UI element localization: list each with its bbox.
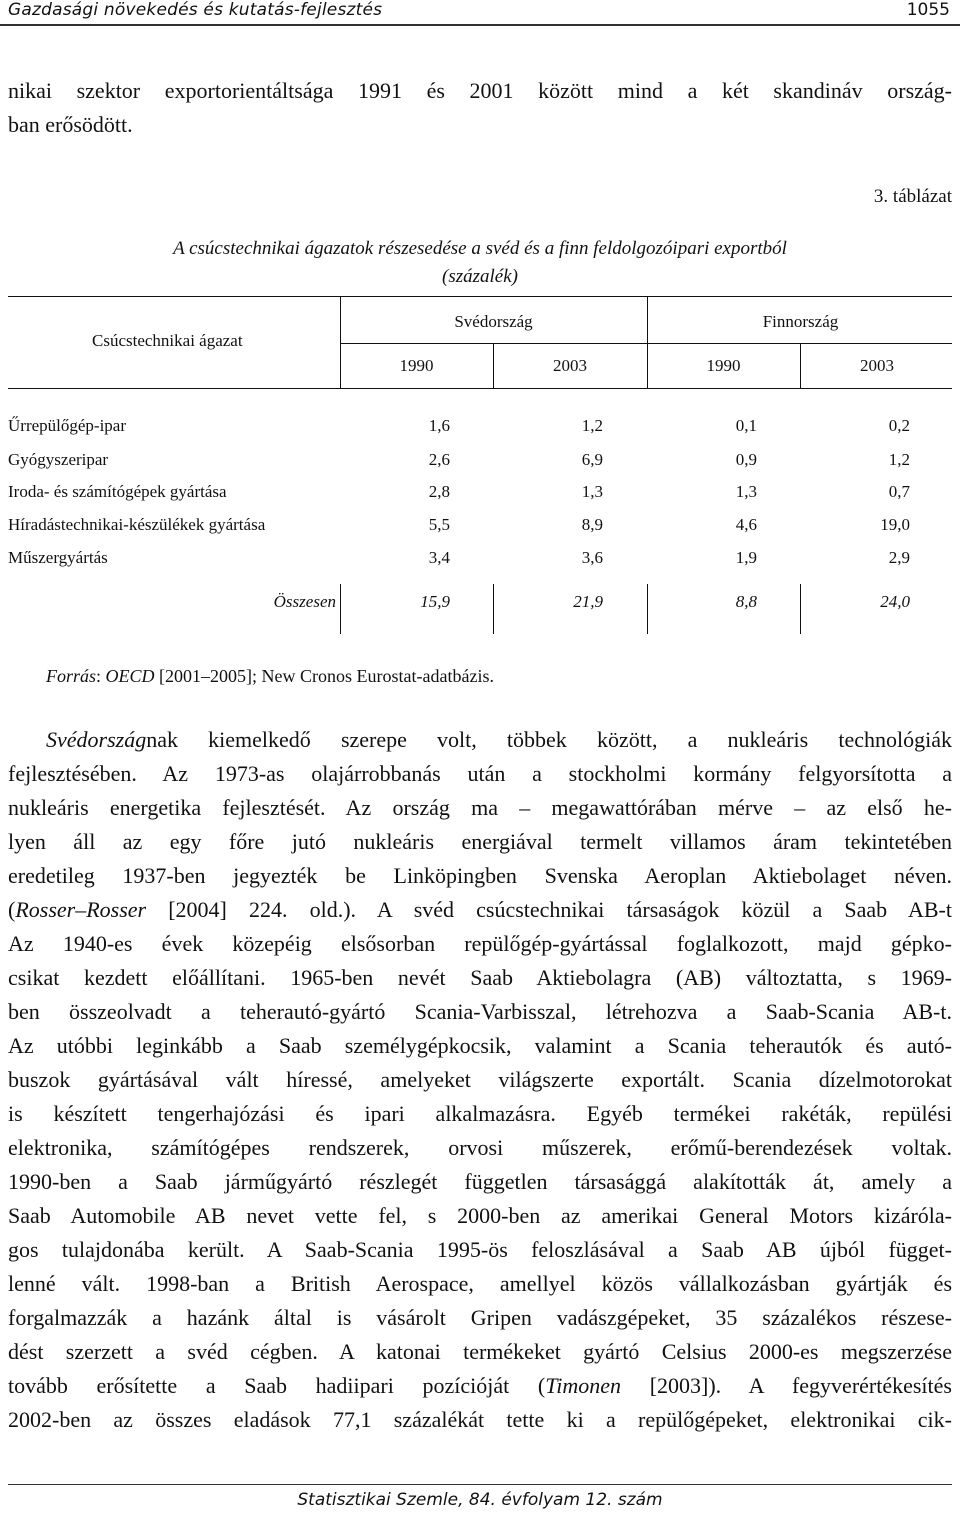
cell-value: 5,5 [428,515,450,534]
table-header-year: 1990 [706,356,741,375]
cell-value: 1,3 [735,482,757,501]
table-col-divider [340,584,341,634]
body-line: lenné vált. 1998-ban a British Aerospace, amellyel közös vállalkozásban gyártják és [8,1271,952,1296]
body-line [8,893,952,927]
body-line: forgalmazzák a hazánk által is vásárolt Gripen vadászgépeket, 35 százalékos részese- [8,1305,952,1330]
cell-value: 1,2 [581,416,603,435]
footer-rule [8,1484,952,1485]
body-italic: Rosser–Rosser [15,897,147,922]
table-header-mid-rule [340,343,952,344]
row-label: Műszergyártás [8,548,108,567]
source-label: Forrás [46,666,97,686]
total-value: 21,9 [573,592,603,611]
running-footer: Statisztikai Szemle, 84. évfolyam 12. szám [297,1490,663,1510]
body-line: gos tulajdonába került. A Saab-Scania 1995-ös feloszlásával a Saab AB újból függet- [8,1237,952,1262]
table-header-year: 2003 [860,356,894,375]
body-text: [2004] 224. old.). A svéd csúcstechnikai társaságok közül a Saab AB-t [146,897,952,922]
cell-value: 0,1 [735,416,757,435]
source-text: [2001–2005]; New Cronos Eurostat-adatbázis. [154,666,494,686]
total-value: 8,8 [735,592,757,611]
cell-value: 1,6 [428,416,450,435]
body-line: Saab Automobile AB nevet vette fel, s 2000-ben az amerikai General Motors kizáróla- [8,1203,952,1228]
body-text: nak kiemelkedő szerepe volt, többek között, a nukleáris technológiák [146,727,952,752]
body-line [8,1369,952,1403]
source-oecd: OECD [105,666,155,686]
cell-value: 6,9 [581,450,603,469]
cell-value: 3,4 [428,548,450,567]
row-label: Gyógyszeripar [8,450,109,469]
total-value: 15,9 [420,592,450,611]
table-title: A csúcstechnikai ágazatok részesedése a svéd és a finn feldolgozóipari exportból [173,238,787,259]
table-col-divider [647,584,648,634]
cell-value: 2,9 [888,548,910,567]
body-text: tovább erősítette a Saab hadiipari pozícióját ( [8,1373,546,1398]
table-header-year: 2003 [553,356,587,375]
cell-value: 2,8 [428,482,450,501]
running-header [0,0,960,26]
row-label: Híradástechnikai-készülékek gyártása [8,515,266,534]
cell-value: 4,6 [735,515,757,534]
table-header-sector: Csúcstechnikai ágazat [92,331,243,350]
body-line: 2002-ben az összes eladások 77,1 százalékát tette ki a repülőgépeket, elektronikai cik- [8,1407,952,1432]
running-header-title: Gazdasági növekedés és kutatás-fejlesztés [8,0,383,20]
cell-value: 19,0 [880,515,910,534]
cell-value: 0,9 [735,450,757,469]
row-label: Űrrepülőgép-ipar [8,416,127,435]
body-line: eredetileg 1937-ben jegyezték be Linköpingben Svenska Aeroplan Aktiebolaget néven. [8,863,952,888]
cell-value: 0,7 [888,482,910,501]
body-line: lyen áll az egy főre jutó nukleáris energiával termelt villamos áram tekintetében [8,829,952,854]
body-line: Az 1940-es évek közepéig elsősorban repülőgép-gyártással foglalkozott, majd gépko- [8,931,952,956]
table-header-year: 1990 [399,356,434,375]
table-top-rule [8,296,952,297]
body-line: nukleáris energetika fejlesztését. Az ország ma – megawattórában mérve – az első he- [8,795,952,820]
cell-value: 1,9 [735,548,757,567]
body-line [8,723,952,757]
page-number: 1055 [906,0,950,20]
body-italic: Timonen [545,1373,622,1398]
table-header-finland: Finnország [762,312,839,331]
body-paragraph [8,723,952,1437]
row-label: Iroda- és számítógépek gyártása [8,482,227,501]
body-line: fejlesztésében. Az 1973-as olajárrobbanás után a stockholmi kormány felgyorsította a [8,761,952,786]
body-line: ben összeolvadt a teherautó-gyártó Scania-Varbisszal, létrehozva a Saab-Scania AB-t. [8,999,952,1024]
cell-value: 1,3 [581,482,603,501]
body-italic: Svédország [46,727,147,752]
body-line: Az utóbbi leginkább a Saab személygépkocsik, valamint a Scania teherautók és autó- [8,1033,952,1058]
table-col-divider [493,584,494,634]
intro-paragraph [8,74,952,142]
intro-line: nikai szektor exportorientáltsága 1991 és 2001 között mind a két skandináv ország- [8,78,952,103]
table-label: 3. táblázat [873,186,952,207]
total-label: Összesen [273,592,336,611]
body-line: elektronika, számítógépes rendszerek, orvosi műszerek, erőmű-berendezések voltak. [8,1135,952,1160]
body-text: ( [8,897,16,922]
cell-value: 2,6 [428,450,450,469]
table-source: Forrás: OECD [2001–2005]; New Cronos Eurostat-adatbázis. [46,666,494,686]
body-line: is készített tengerhajózási és ipari alkalmazásra. Egyéb termékei rakéták, repülési [8,1101,952,1126]
cell-value: 3,6 [581,548,603,567]
cell-value: 8,9 [581,515,603,534]
body-text: [2003]). A fegyverértékesítés [621,1373,952,1398]
body-line: dést szerzett a svéd cégben. A katonai termékeket gyártó Celsius 2000-es megszerzése [8,1339,952,1364]
body-line: buszok gyártásával vált híressé, amelyeket világszerte exportált. Scania dízelmotorokat [8,1067,952,1092]
cell-value: 1,2 [888,450,910,469]
body-line: 1990-ben a Saab járműgyártó részlegét független társasággá alakították át, amely a [8,1169,952,1194]
intro-line: ban erősödött. [8,112,133,137]
table-col-divider [800,584,801,634]
body-line: csikat kezdett előállítani. 1965-ben nevét Saab Aktiebolagra (AB) változtatta, s 1969- [8,965,952,990]
total-value: 24,0 [880,592,910,611]
cell-value: 0,2 [888,416,910,435]
table-unit: (százalék) [442,266,518,287]
table-header-bottom-rule [8,388,952,389]
table-header-sweden: Svédország [454,312,533,331]
